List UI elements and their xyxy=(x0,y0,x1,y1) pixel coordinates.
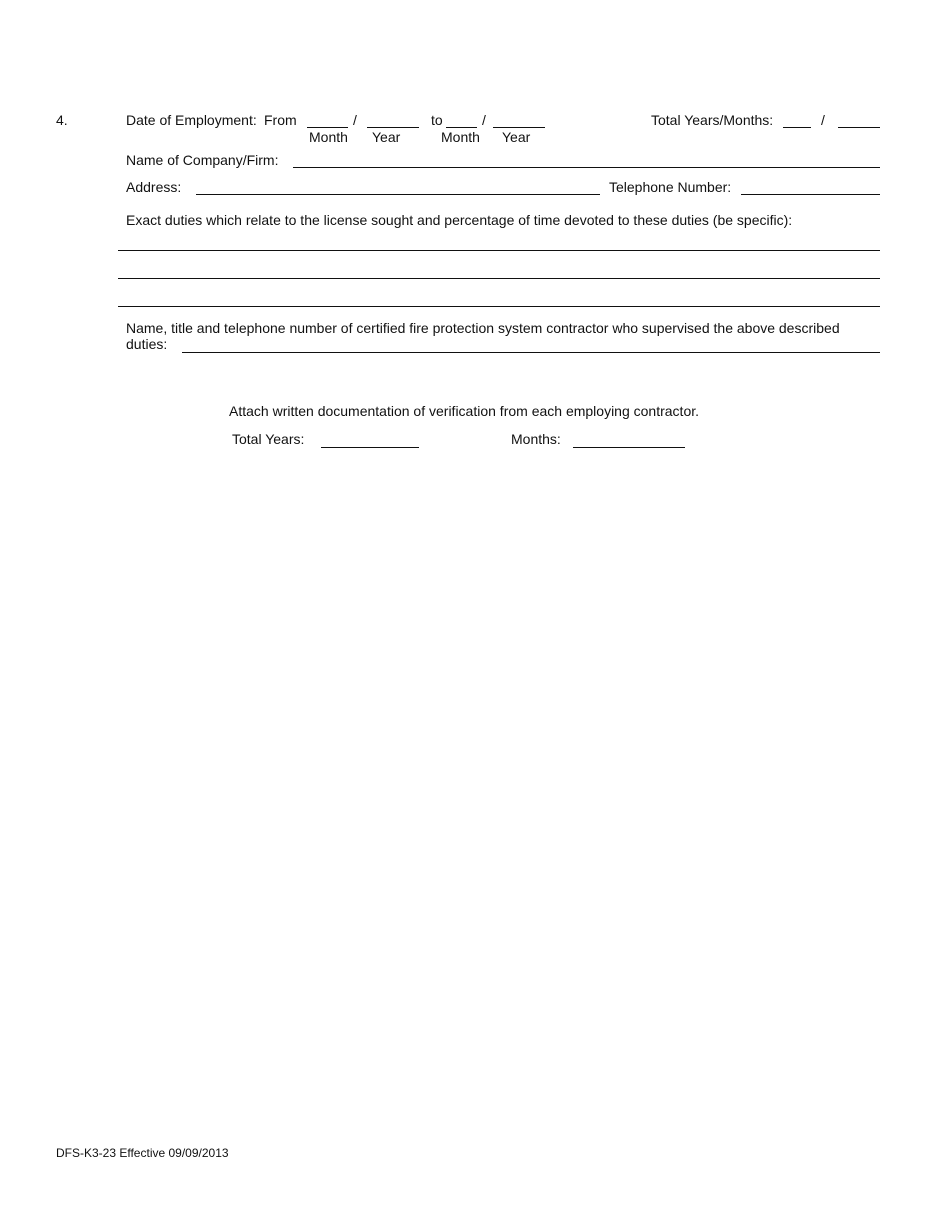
from-month-caption: Month xyxy=(309,129,348,145)
company-label: Name of Company/Firm: xyxy=(126,152,279,168)
supervisor-label-duties: duties: xyxy=(126,336,168,352)
duties-label: Exact duties which relate to the license sought and percentage of time devoted to these duties (be specific): xyxy=(126,212,793,228)
from-year-field[interactable] xyxy=(367,127,419,128)
from-year-caption: Year xyxy=(372,129,401,145)
total-months-input[interactable] xyxy=(573,447,685,448)
to-year-field[interactable] xyxy=(493,127,545,128)
from-slash: / xyxy=(353,112,357,128)
total-years-months-label: Total Years/Months: xyxy=(651,112,774,128)
total-slash: / xyxy=(821,112,825,128)
from-month-field[interactable] xyxy=(307,127,348,128)
to-month-caption: Month xyxy=(441,129,480,145)
from-label: From xyxy=(264,112,297,128)
form-footer: DFS-K3-23 Effective 09/09/2013 xyxy=(56,1146,229,1160)
to-label: to xyxy=(431,112,443,128)
duties-line-2[interactable] xyxy=(118,278,880,279)
address-field[interactable] xyxy=(196,194,600,195)
to-slash: / xyxy=(482,112,486,128)
supervisor-label: Name, title and telephone number of certified fire protection system contractor who supervised the above described xyxy=(126,320,840,336)
telephone-label: Telephone Number: xyxy=(609,179,732,195)
duties-line-1[interactable] xyxy=(118,250,880,251)
total-years-input[interactable] xyxy=(321,447,419,448)
date-of-employment-label: Date of Employment: xyxy=(126,112,257,128)
company-field[interactable] xyxy=(293,167,880,168)
total-years-label: Total Years: xyxy=(232,431,305,447)
to-month-field[interactable] xyxy=(446,127,477,128)
total-years-field[interactable] xyxy=(783,127,811,128)
duties-line-3[interactable] xyxy=(118,306,880,307)
address-label: Address: xyxy=(126,179,182,195)
total-months-field[interactable] xyxy=(838,127,880,128)
total-months-label: Months: xyxy=(511,431,561,447)
telephone-field[interactable] xyxy=(741,194,880,195)
attach-note: Attach written documentation of verification from each employing contractor. xyxy=(229,403,700,419)
item-number: 4. xyxy=(56,112,68,128)
supervisor-field[interactable] xyxy=(182,352,880,353)
to-year-caption: Year xyxy=(502,129,531,145)
